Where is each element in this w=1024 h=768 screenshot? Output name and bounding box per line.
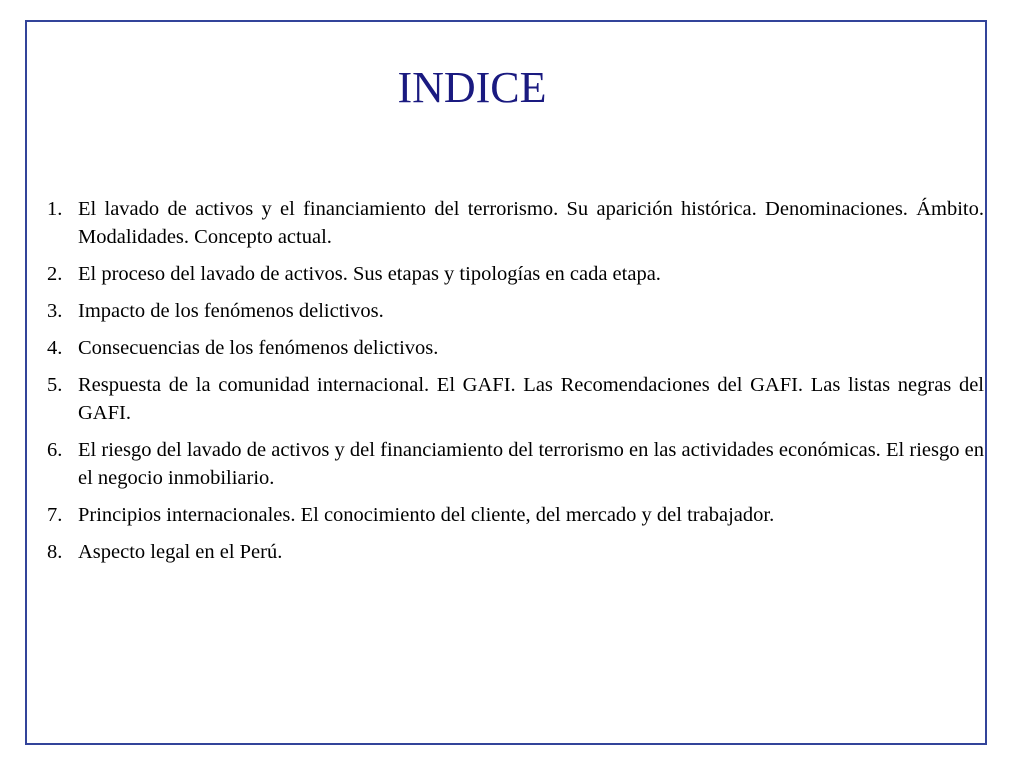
index-item-text: Consecuencias de los fenómenos delictivos.	[78, 337, 439, 359]
index-item-number: 8.	[47, 541, 63, 563]
index-item-3	[47, 297, 984, 325]
index-list	[47, 195, 984, 575]
index-item-text: Respuesta de la comunidad internacional. El GAFI. Las Recomendaciones del GAFI. Las listas negras del GAFI.	[78, 374, 984, 424]
index-item-5	[47, 371, 984, 427]
index-item-1	[47, 195, 984, 251]
index-item-text: Aspecto legal en el Perú.	[78, 541, 283, 563]
index-item-text: El proceso del lavado de activos. Sus etapas y tipologías en cada etapa.	[78, 263, 661, 285]
index-item-text: El lavado de activos y el financiamiento del terrorismo. Su aparición histórica. Denominaciones. Ámbito. Modalidades. Concepto actual.	[78, 198, 984, 248]
index-item-text: Impacto de los fenómenos delictivos.	[78, 300, 384, 322]
index-item-8	[47, 538, 984, 566]
index-item-2	[47, 260, 984, 288]
index-item-text: El riesgo del lavado de activos y del financiamiento del terrorismo en las actividades económicas. El riesgo en el negocio inmobiliario.	[78, 439, 984, 489]
index-item-number: 4.	[47, 337, 63, 359]
index-item-6	[47, 436, 984, 492]
index-item-number: 5.	[47, 374, 63, 396]
index-item-4	[47, 334, 984, 362]
index-item-number: 1.	[47, 198, 63, 220]
index-item-number: 7.	[47, 504, 63, 526]
index-item-text: Principios internacionales. El conocimiento del cliente, del mercado y del trabajador.	[78, 504, 775, 526]
index-item-number: 3.	[47, 300, 63, 322]
index-item-number: 6.	[47, 439, 63, 461]
slide-title: INDICE	[397, 63, 547, 112]
index-item-number: 2.	[47, 263, 63, 285]
index-item-7	[47, 501, 984, 529]
